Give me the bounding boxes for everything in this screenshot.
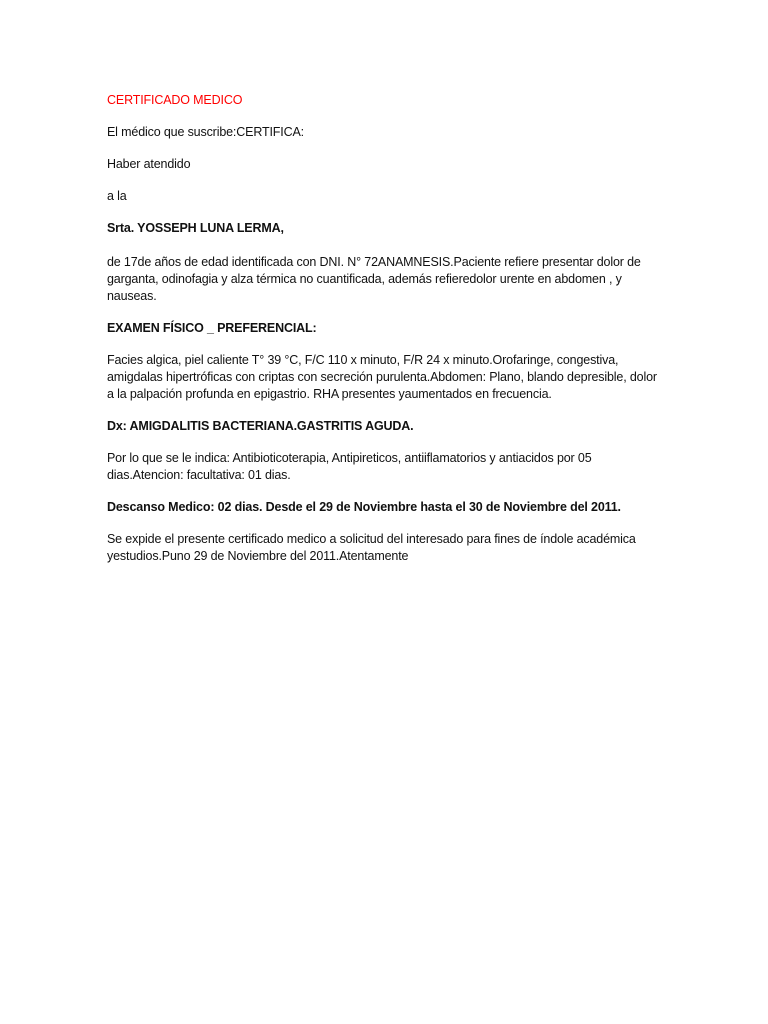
anamnesis-paragraph: de 17de años de edad identificada con DNI. N° 72ANAMNESIS.Paciente refiere presentar dolor de garganta, odinofagia y alza térmica no cuantificada, además refieredolor urente en abdomen , y nauseas. — [107, 255, 641, 303]
closing-paragraph: Se expide el presente certificado medico a solicitud del interesado para fines de índole académica yestudios.Puno 29 de Noviembre del 2011.Atentamente — [107, 532, 636, 563]
patient-name: Srta. YOSSEPH LUNA LERMA, — [107, 221, 284, 235]
exam-paragraph: Facies algica, piel caliente T° 39 °C, F/C 110 x minuto, F/R 24 x minuto.Orofaringe, congestiva, amigdalas hipertróficas con criptas con secreción purulenta.Abdomen: Plano, blando depresible, dolor a la palpación profunda en epigastrio. RHA presentes yaumentados en frecuencia. — [107, 353, 657, 401]
attended-line: Haber atendido — [107, 157, 191, 171]
intro-line: El médico que suscribe:CERTIFICA: — [107, 125, 304, 139]
diagnosis-line: Dx: AMIGDALITIS BACTERIANA.GASTRITIS AGUDA. — [107, 419, 414, 433]
certificate-page — [107, 92, 667, 565]
to-line: a la — [107, 189, 127, 203]
rest-line: Descanso Medico: 02 dias. Desde el 29 de Noviembre hasta el 30 de Noviembre del 2011. — [107, 500, 621, 514]
document-title: CERTIFICADO MEDICO — [107, 93, 243, 107]
treatment-paragraph: Por lo que se le indica: Antibioticoterapia, Antipireticos, antiiflamatorios y antiacidos por 05 dias.Atencion: facultativa: 01 dias. — [107, 451, 592, 482]
exam-heading: EXAMEN FÍSICO _ PREFERENCIAL: — [107, 321, 317, 335]
